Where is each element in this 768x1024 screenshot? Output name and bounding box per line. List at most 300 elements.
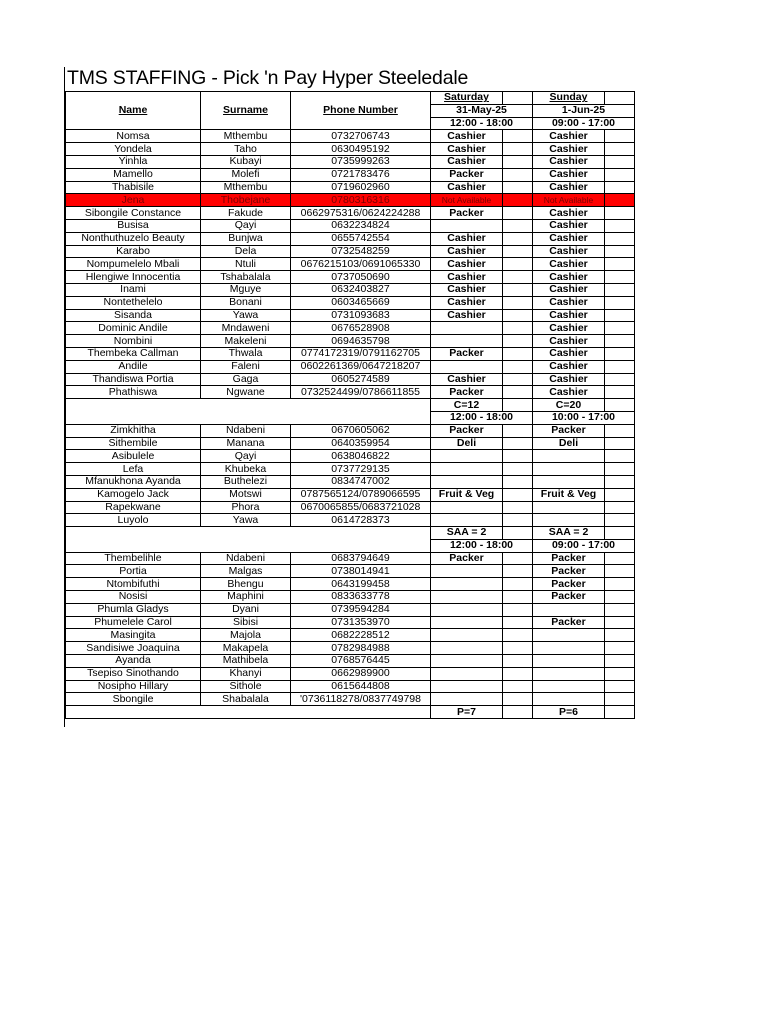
sunday-role: Cashier	[533, 283, 605, 296]
saturday-role: Packer	[431, 168, 503, 181]
saturday-extra	[503, 130, 533, 143]
saturday-role	[431, 642, 503, 655]
sunday-shift-time: 10:00 - 17:00	[533, 411, 635, 424]
staff-surname: Thwala	[201, 347, 291, 360]
staff-phone: 0834747002	[291, 475, 431, 488]
staff-surname: Maphini	[201, 591, 291, 604]
saturday-role	[431, 655, 503, 668]
header-phone: Phone Number	[291, 92, 431, 130]
sunday-extra	[605, 181, 635, 194]
saturday-role	[431, 629, 503, 642]
saturday-extra	[503, 143, 533, 156]
header-name: Name	[66, 92, 201, 130]
staff-surname: Majola	[201, 629, 291, 642]
saturday-extra	[503, 194, 533, 207]
sunday-extra	[605, 347, 635, 360]
sunday-extra	[605, 629, 635, 642]
saturday-role: Cashier	[431, 143, 503, 156]
staff-row	[66, 143, 635, 156]
sunday-extra	[605, 680, 635, 693]
sunday-role	[533, 501, 605, 514]
saturday-extra	[503, 475, 533, 488]
staff-phone: 0676215103/0691065330	[291, 258, 431, 271]
staff-name: Luyolo	[66, 514, 201, 527]
staff-row	[66, 514, 635, 527]
staff-surname: Dyani	[201, 603, 291, 616]
sunday-role: Cashier	[533, 386, 605, 399]
staff-phone: 0787565124/0789066595	[291, 488, 431, 501]
saturday-role: Cashier	[431, 232, 503, 245]
saturday-role: Packer	[431, 347, 503, 360]
staff-surname: Khubeka	[201, 463, 291, 476]
staff-surname: Mthembu	[201, 181, 291, 194]
staff-surname: Molefi	[201, 168, 291, 181]
staff-row	[66, 386, 635, 399]
sunday-role: Packer	[533, 552, 605, 565]
sunday-extra	[605, 616, 635, 629]
sunday-role	[533, 475, 605, 488]
sunday-extra	[605, 488, 635, 501]
saturday-extra	[503, 232, 533, 245]
saturday-extra	[503, 552, 533, 565]
saturday-extra	[503, 693, 533, 706]
sunday-extra	[605, 258, 635, 271]
staff-name: Lefa	[66, 463, 201, 476]
header-day-saturday: Saturday	[431, 92, 503, 105]
saturday-extra	[503, 245, 533, 258]
staff-name: Karabo	[66, 245, 201, 258]
staff-surname: Sibisi	[201, 616, 291, 629]
staff-row	[66, 322, 635, 335]
sunday-extra	[605, 463, 635, 476]
saturday-extra	[503, 450, 533, 463]
staff-phone: 0768576445	[291, 655, 431, 668]
sunday-role	[533, 629, 605, 642]
sunday-extra	[605, 565, 635, 578]
saturday-extra	[503, 335, 533, 348]
staff-name: Thembelihle	[66, 552, 201, 565]
sunday-extra	[605, 155, 635, 168]
staff-name: Sandisiwe Joaquina	[66, 642, 201, 655]
staff-phone: 0676528908	[291, 322, 431, 335]
staff-name: Mamello	[66, 168, 201, 181]
sunday-role: Cashier	[533, 155, 605, 168]
staff-phone: 0603465669	[291, 296, 431, 309]
saturday-extra	[503, 527, 533, 540]
staff-surname: Fakude	[201, 207, 291, 220]
sunday-role: Cashier	[533, 322, 605, 335]
summary-blank	[66, 706, 431, 719]
staff-row	[66, 130, 635, 143]
staff-name: Nomsa	[66, 130, 201, 143]
sunday-extra	[605, 552, 635, 565]
saturday-role	[431, 475, 503, 488]
staff-surname: Khanyi	[201, 667, 291, 680]
staff-row	[66, 463, 635, 476]
staff-row	[66, 629, 635, 642]
staff-surname: Gaga	[201, 373, 291, 386]
staff-name: Nosipho Hillary	[66, 680, 201, 693]
saturday-extra	[503, 424, 533, 437]
saturday-extra	[503, 347, 533, 360]
staff-phone: 0630495192	[291, 143, 431, 156]
staff-name: Ayanda	[66, 655, 201, 668]
staff-name: Andile	[66, 360, 201, 373]
staff-surname: Shabalala	[201, 693, 291, 706]
staff-name: Sithembile	[66, 437, 201, 450]
sunday-role	[533, 514, 605, 527]
staff-phone: 0605274589	[291, 373, 431, 386]
staff-name: Nonthuthuzelo Beauty	[66, 232, 201, 245]
staff-phone: 0682228512	[291, 629, 431, 642]
staff-phone: 0737050690	[291, 271, 431, 284]
staff-surname: Qayi	[201, 450, 291, 463]
staff-row	[66, 437, 635, 450]
sunday-shift-time: 09:00 - 17:00	[533, 539, 635, 552]
saturday-extra	[503, 373, 533, 386]
sunday-role	[533, 463, 605, 476]
sunday-extra	[605, 501, 635, 514]
staff-surname: Bunjwa	[201, 232, 291, 245]
saturday-summary: SAA = 2	[431, 527, 503, 540]
staff-phone: 0721783476	[291, 168, 431, 181]
saturday-role	[431, 501, 503, 514]
sunday-extra	[605, 245, 635, 258]
saturday-role	[431, 565, 503, 578]
sunday-extra	[605, 399, 635, 412]
staff-surname: Faleni	[201, 360, 291, 373]
staff-phone: 0735999263	[291, 155, 431, 168]
saturday-role: Cashier	[431, 271, 503, 284]
spacer-cell	[503, 92, 533, 105]
sunday-role: Deli	[533, 437, 605, 450]
saturday-extra	[503, 168, 533, 181]
staff-phone: 0719602960	[291, 181, 431, 194]
saturday-role: Not Available	[431, 194, 503, 207]
staff-phone: 0683794649	[291, 552, 431, 565]
staff-row	[66, 552, 635, 565]
staff-row	[66, 603, 635, 616]
sunday-role: Cashier	[533, 219, 605, 232]
saturday-role	[431, 514, 503, 527]
sunday-extra	[605, 296, 635, 309]
staff-surname: Yawa	[201, 309, 291, 322]
sunday-role: Packer	[533, 424, 605, 437]
sunday-extra	[605, 271, 635, 284]
sunday-summary: C=20	[533, 399, 605, 412]
saturday-extra	[503, 258, 533, 271]
staff-row	[66, 450, 635, 463]
staff-row	[66, 373, 635, 386]
sunday-role: Cashier	[533, 347, 605, 360]
staff-row	[66, 360, 635, 373]
sunday-extra	[605, 386, 635, 399]
staff-phone: 0731353970	[291, 616, 431, 629]
saturday-extra	[503, 463, 533, 476]
staff-name: Nompumelelo Mbali	[66, 258, 201, 271]
sunday-extra	[605, 706, 635, 719]
saturday-role: Cashier	[431, 130, 503, 143]
saturday-extra	[503, 667, 533, 680]
saturday-extra	[503, 271, 533, 284]
saturday-extra	[503, 501, 533, 514]
staff-phone: 0732548259	[291, 245, 431, 258]
saturday-role: Fruit & Veg	[431, 488, 503, 501]
sunday-summary: SAA = 2	[533, 527, 605, 540]
staff-phone: 0662975316/0624224288	[291, 207, 431, 220]
sunday-extra	[605, 475, 635, 488]
header-time-saturday: 12:00 - 18:00	[431, 117, 533, 130]
sunday-role: Cashier	[533, 296, 605, 309]
staff-name: Busisa	[66, 219, 201, 232]
staff-phone: 0739594284	[291, 603, 431, 616]
saturday-role	[431, 667, 503, 680]
staff-name: Mfanukhona Ayanda	[66, 475, 201, 488]
sunday-role	[533, 450, 605, 463]
saturday-role	[431, 335, 503, 348]
saturday-extra	[503, 629, 533, 642]
staff-name: Thandiswa Portia	[66, 373, 201, 386]
sunday-extra	[605, 309, 635, 322]
staff-phone: 0833633778	[291, 591, 431, 604]
staff-row	[66, 642, 635, 655]
staff-phone: 0615644808	[291, 680, 431, 693]
sunday-extra	[605, 373, 635, 386]
summary-row	[66, 706, 635, 719]
sunday-role: Cashier	[533, 309, 605, 322]
sunday-extra	[605, 360, 635, 373]
staff-phone: 0632234824	[291, 219, 431, 232]
page-title: TMS STAFFING - Pick 'n Pay Hyper Steeledale	[67, 67, 469, 89]
saturday-extra	[503, 283, 533, 296]
saturday-extra	[503, 296, 533, 309]
saturday-role	[431, 360, 503, 373]
staff-surname: Tshabalala	[201, 271, 291, 284]
staff-phone: 0640359954	[291, 437, 431, 450]
saturday-role: Cashier	[431, 309, 503, 322]
saturday-role	[431, 450, 503, 463]
sunday-extra	[605, 424, 635, 437]
sunday-extra	[605, 143, 635, 156]
saturday-extra	[503, 155, 533, 168]
saturday-extra	[503, 309, 533, 322]
sunday-extra	[605, 642, 635, 655]
staff-surname: Yawa	[201, 514, 291, 527]
staff-surname: Kubayi	[201, 155, 291, 168]
staff-name: Ntombifuthi	[66, 578, 201, 591]
sunday-role: Cashier	[533, 168, 605, 181]
saturday-role	[431, 693, 503, 706]
saturday-role: Cashier	[431, 283, 503, 296]
sunday-role: Fruit & Veg	[533, 488, 605, 501]
sunday-role	[533, 693, 605, 706]
sunday-extra	[605, 207, 635, 220]
staff-surname: Manana	[201, 437, 291, 450]
staff-name: Yondela	[66, 143, 201, 156]
staff-phone: 0732706743	[291, 130, 431, 143]
saturday-extra	[503, 591, 533, 604]
staff-row	[66, 335, 635, 348]
staff-row	[66, 667, 635, 680]
staff-row	[66, 655, 635, 668]
staff-row	[66, 181, 635, 194]
saturday-extra	[503, 181, 533, 194]
sunday-extra	[605, 219, 635, 232]
staff-row	[66, 232, 635, 245]
saturday-role: Cashier	[431, 181, 503, 194]
sunday-role: Cashier	[533, 232, 605, 245]
sunday-role: Cashier	[533, 130, 605, 143]
saturday-role	[431, 616, 503, 629]
staff-name: Nontethelelo	[66, 296, 201, 309]
staff-surname: Ndabeni	[201, 552, 291, 565]
sunday-role: Cashier	[533, 271, 605, 284]
sunday-role: Cashier	[533, 207, 605, 220]
staff-row	[66, 168, 635, 181]
sunday-extra	[605, 168, 635, 181]
saturday-extra	[503, 578, 533, 591]
saturday-role: Cashier	[431, 296, 503, 309]
sunday-role	[533, 667, 605, 680]
staff-surname: Buthelezi	[201, 475, 291, 488]
sunday-extra	[605, 283, 635, 296]
sunday-role: Not Available	[533, 194, 605, 207]
staff-surname: Thobejane	[201, 194, 291, 207]
staff-name: Zimkhitha	[66, 424, 201, 437]
staff-name: Thembeka Callman	[66, 347, 201, 360]
staff-phone: 0670065855/0683721028	[291, 501, 431, 514]
sunday-role	[533, 655, 605, 668]
staff-phone: 0694635798	[291, 335, 431, 348]
staff-name: Hlengiwe Innocentia	[66, 271, 201, 284]
sunday-extra	[605, 514, 635, 527]
staff-phone: 0614728373	[291, 514, 431, 527]
sunday-role: Cashier	[533, 181, 605, 194]
staff-phone: 0737729135	[291, 463, 431, 476]
summary-blank	[66, 527, 431, 553]
saturday-extra	[503, 565, 533, 578]
sunday-extra	[605, 527, 635, 540]
staff-name: Tsepiso Sinothando	[66, 667, 201, 680]
staff-name: Phumla Gladys	[66, 603, 201, 616]
staff-surname: Mathibela	[201, 655, 291, 668]
staff-row	[66, 347, 635, 360]
staff-surname: Makeleni	[201, 335, 291, 348]
sunday-role: Packer	[533, 591, 605, 604]
saturday-extra	[503, 603, 533, 616]
staff-surname: Mthembu	[201, 130, 291, 143]
sunday-extra	[605, 194, 635, 207]
saturday-role: Packer	[431, 552, 503, 565]
saturday-extra	[503, 437, 533, 450]
staff-phone: 0632403827	[291, 283, 431, 296]
saturday-extra	[503, 488, 533, 501]
staff-name: Masingita	[66, 629, 201, 642]
staff-row	[66, 488, 635, 501]
staff-row	[66, 616, 635, 629]
staff-name: Thabisile	[66, 181, 201, 194]
staff-name: Sisanda	[66, 309, 201, 322]
saturday-shift-time: 12:00 - 18:00	[431, 539, 533, 552]
saturday-extra	[503, 706, 533, 719]
saturday-role: Cashier	[431, 373, 503, 386]
sunday-extra	[605, 450, 635, 463]
staff-surname: Phora	[201, 501, 291, 514]
summary-row	[66, 399, 635, 412]
saturday-summary: C=12	[431, 399, 503, 412]
saturday-role	[431, 322, 503, 335]
saturday-extra	[503, 360, 533, 373]
saturday-extra	[503, 642, 533, 655]
staff-name: Sibongile Constance	[66, 207, 201, 220]
staff-row	[66, 501, 635, 514]
staff-name: Portia	[66, 565, 201, 578]
header-day-sunday: Sunday	[533, 92, 605, 105]
saturday-role	[431, 680, 503, 693]
staffing-table	[65, 91, 635, 719]
staff-surname: Ndabeni	[201, 424, 291, 437]
sunday-extra	[605, 437, 635, 450]
staff-row	[66, 475, 635, 488]
saturday-extra	[503, 616, 533, 629]
saturday-role: Packer	[431, 386, 503, 399]
sunday-extra	[605, 232, 635, 245]
staff-surname: Mndaweni	[201, 322, 291, 335]
staff-phone: 0602261369/0647218207	[291, 360, 431, 373]
saturday-role	[431, 603, 503, 616]
saturday-role: Deli	[431, 437, 503, 450]
summary-blank	[66, 399, 431, 425]
saturday-role: Cashier	[431, 155, 503, 168]
staff-name: Yinhla	[66, 155, 201, 168]
saturday-role: Cashier	[431, 245, 503, 258]
sunday-extra	[605, 335, 635, 348]
saturday-role	[431, 219, 503, 232]
staff-surname: Bonani	[201, 296, 291, 309]
sunday-role	[533, 603, 605, 616]
sunday-extra	[605, 603, 635, 616]
staff-phone: 0662989900	[291, 667, 431, 680]
staff-surname: Makapela	[201, 642, 291, 655]
saturday-role: Packer	[431, 424, 503, 437]
sunday-role	[533, 680, 605, 693]
staff-row	[66, 424, 635, 437]
header-date-sunday: 1-Jun-25	[533, 104, 635, 117]
staff-name: Dominic Andile	[66, 322, 201, 335]
staff-phone: 0670605062	[291, 424, 431, 437]
spacer-cell	[605, 92, 635, 105]
saturday-shift-time: 12:00 - 18:00	[431, 411, 533, 424]
staff-surname: Taho	[201, 143, 291, 156]
sunday-role: Packer	[533, 578, 605, 591]
sunday-extra	[605, 667, 635, 680]
saturday-extra	[503, 322, 533, 335]
staff-surname: Ntuli	[201, 258, 291, 271]
saturday-extra	[503, 219, 533, 232]
staff-row	[66, 578, 635, 591]
staff-row	[66, 680, 635, 693]
staff-row	[66, 296, 635, 309]
sunday-extra	[605, 130, 635, 143]
staff-name: Sbongile	[66, 693, 201, 706]
staff-row	[66, 565, 635, 578]
saturday-summary: P=7	[431, 706, 503, 719]
staff-surname: Bhengu	[201, 578, 291, 591]
staff-surname: Mguye	[201, 283, 291, 296]
saturday-role: Cashier	[431, 258, 503, 271]
sunday-role: Cashier	[533, 143, 605, 156]
staff-phone: '0736118278/0837749798	[291, 693, 431, 706]
